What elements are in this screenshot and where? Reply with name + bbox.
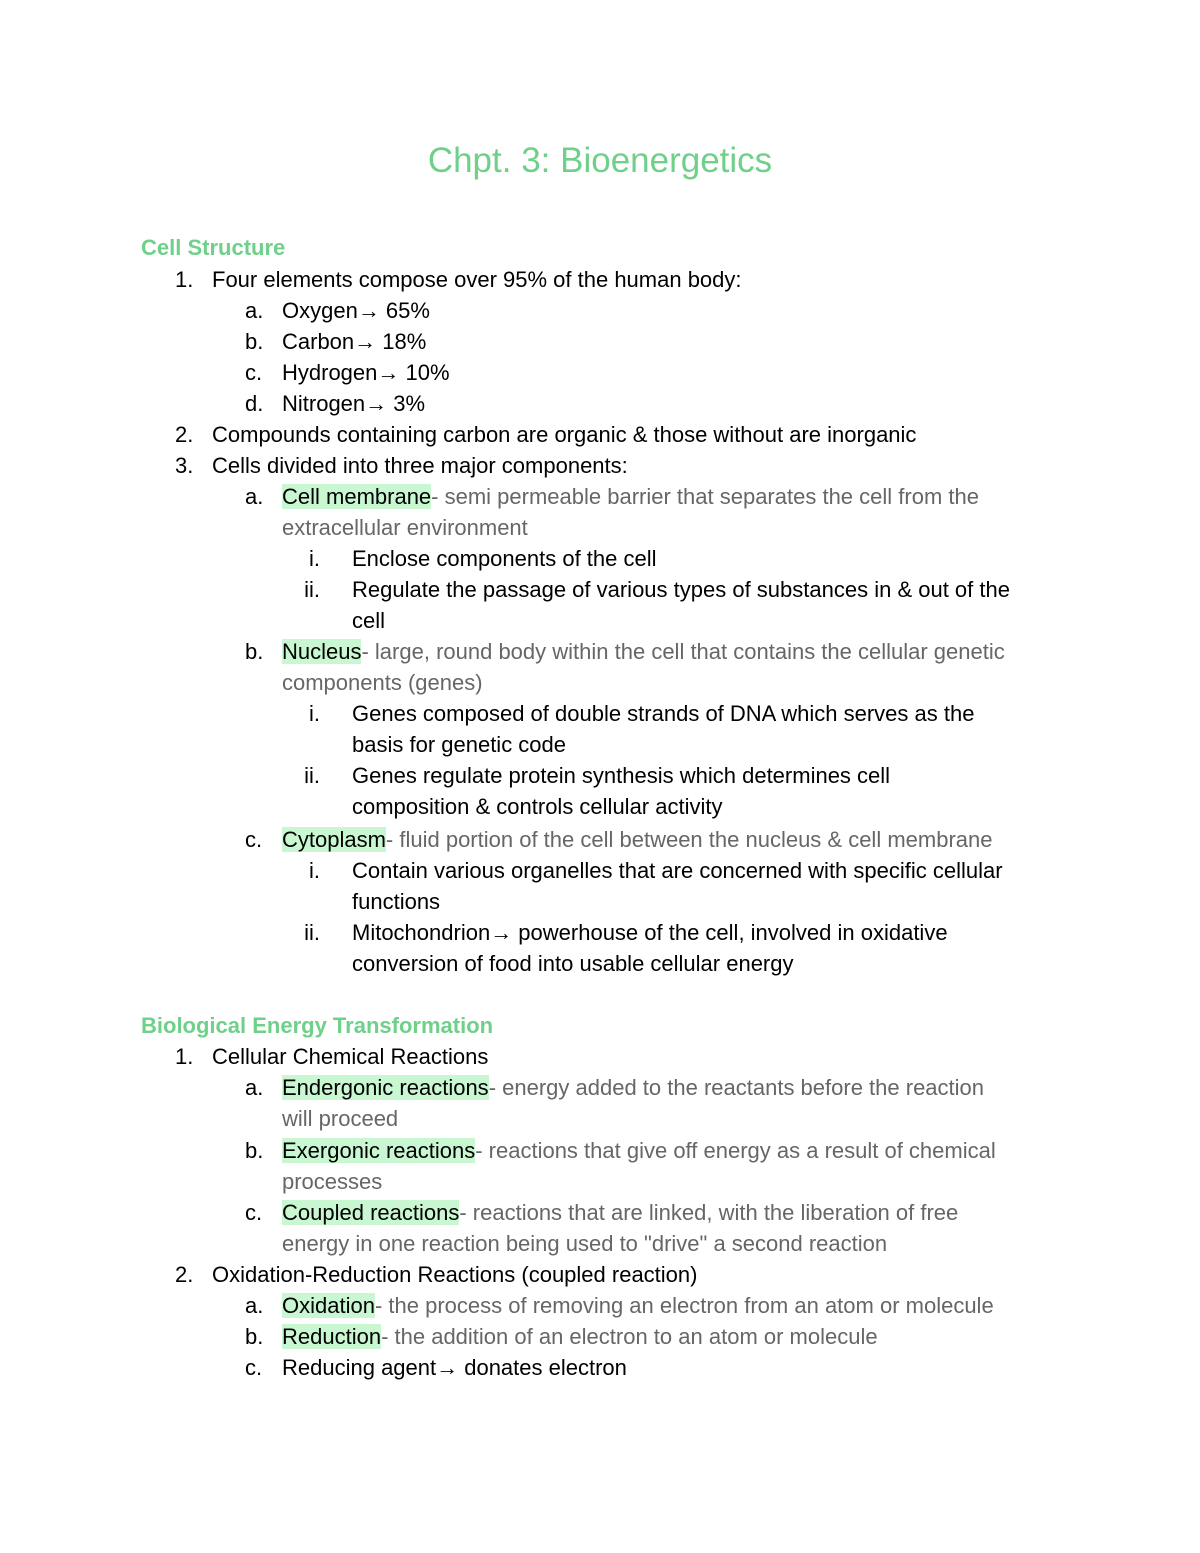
definition-line [282,638,1005,666]
list-item-text: Enclose components of the cell [352,546,657,571]
definition-line [282,483,979,511]
definition-text: - the addition of an electron to an atom or molecule [381,1324,878,1349]
list-item-text: Hydrogen→ 10% [282,360,450,385]
list-marker: b. [245,1138,264,1163]
list-marker: 1. [175,1044,194,1069]
list-marker: d. [245,391,264,416]
list-item-text: basis for genetic code [352,732,567,757]
list-item-text: Cellular Chemical Reactions [212,1044,489,1069]
definition-text: processes [282,1169,383,1194]
definition-text: will proceed [282,1106,399,1131]
list-item-text: Genes composed of double strands of DNA which serves as the [352,701,975,726]
definition-text: extracellular environment [282,515,528,540]
list-marker: c. [245,1200,263,1225]
list-marker: c. [245,1355,263,1380]
list-marker: b. [245,1324,264,1349]
list-item-text: Regulate the passage of various types of substances in & out of the [352,577,1010,602]
definition-text: - large, round body within the cell that contains the cellular genetic [361,639,1005,664]
highlighted-term: Reduction [282,1324,382,1349]
highlighted-term: Oxidation [282,1293,375,1318]
definition-text: - semi permeable barrier that separates the cell from the [431,484,979,509]
list-marker: 3. [175,453,194,478]
definition-line [282,1137,996,1165]
highlighted-term: Cytoplasm [282,827,386,852]
list-marker: a. [245,484,264,509]
list-item-text: Genes regulate protein synthesis which determines cell [352,763,891,788]
list-item-text: Oxidation-Reduction Reactions (coupled reaction) [212,1262,698,1287]
list-marker: ii. [304,763,320,788]
definition-line [282,826,992,854]
list-item-text: Carbon→ 18% [282,329,427,354]
list-item-text: Reducing agent→ donates electron [282,1355,627,1380]
list-marker: b. [245,329,264,354]
highlighted-term: Exergonic reactions [282,1138,476,1163]
list-marker: a. [245,298,264,323]
list-marker: i. [309,858,320,883]
list-item-text: Compounds containing carbon are organic & those without are inorganic [212,422,917,447]
list-item-text: cell [352,608,386,633]
definition-text: - fluid portion of the cell between the nucleus & cell membrane [385,827,993,852]
list-marker: b. [245,639,264,664]
list-item-text: Oxygen→ 65% [282,298,430,323]
highlighted-term: Cell membrane [282,484,432,509]
list-item-text: functions [352,889,441,914]
definition-text: - energy added to the reactants before the reaction [488,1075,985,1100]
list-item-text: Nitrogen→ 3% [282,391,426,416]
list-marker: a. [245,1293,264,1318]
definition-text: - reactions that give off energy as a result of chemical [475,1138,996,1163]
list-item-text: composition & controls cellular activity [352,794,723,819]
list-marker: 2. [175,1262,194,1287]
highlighted-term: Nucleus [282,639,362,664]
list-marker: c. [245,360,263,385]
list-item-text: Four elements compose over 95% of the human body: [212,267,742,292]
list-marker: i. [309,546,320,571]
section-heading-cell-structure: Cell Structure [141,235,286,260]
list-marker: a. [245,1075,264,1100]
list-item-text: Cells divided into three major components: [212,453,628,478]
list-marker: i. [309,701,320,726]
list-item-text: conversion of food into usable cellular energy [352,951,794,976]
definition-line [282,1074,984,1102]
list-marker: ii. [304,577,320,602]
list-marker: c. [245,827,263,852]
section-heading-bio-energy: Biological Energy Transformation [141,1013,494,1038]
list-marker: 2. [175,422,194,447]
definition-text: energy in one reaction being used to "drive" a second reaction [282,1231,888,1256]
definition-line [282,1323,878,1351]
list-item-text: Contain various organelles that are concerned with specific cellular [352,858,1003,883]
definition-line [282,1199,958,1227]
definition-line [282,1292,994,1320]
highlighted-term: Endergonic reactions [282,1075,489,1100]
highlighted-term: Coupled reactions [282,1200,460,1225]
definition-text: - the process of removing an electron from an atom or molecule [374,1293,994,1318]
definition-text: - reactions that are linked, with the liberation of free [459,1200,959,1225]
definition-text: components (genes) [282,670,483,695]
list-marker: 1. [175,267,194,292]
page-title: Chpt. 3: Bioenergetics [427,141,773,180]
list-marker: ii. [304,920,320,945]
list-item-text: Mitochondrion→ powerhouse of the cell, involved in oxidative [352,920,948,945]
